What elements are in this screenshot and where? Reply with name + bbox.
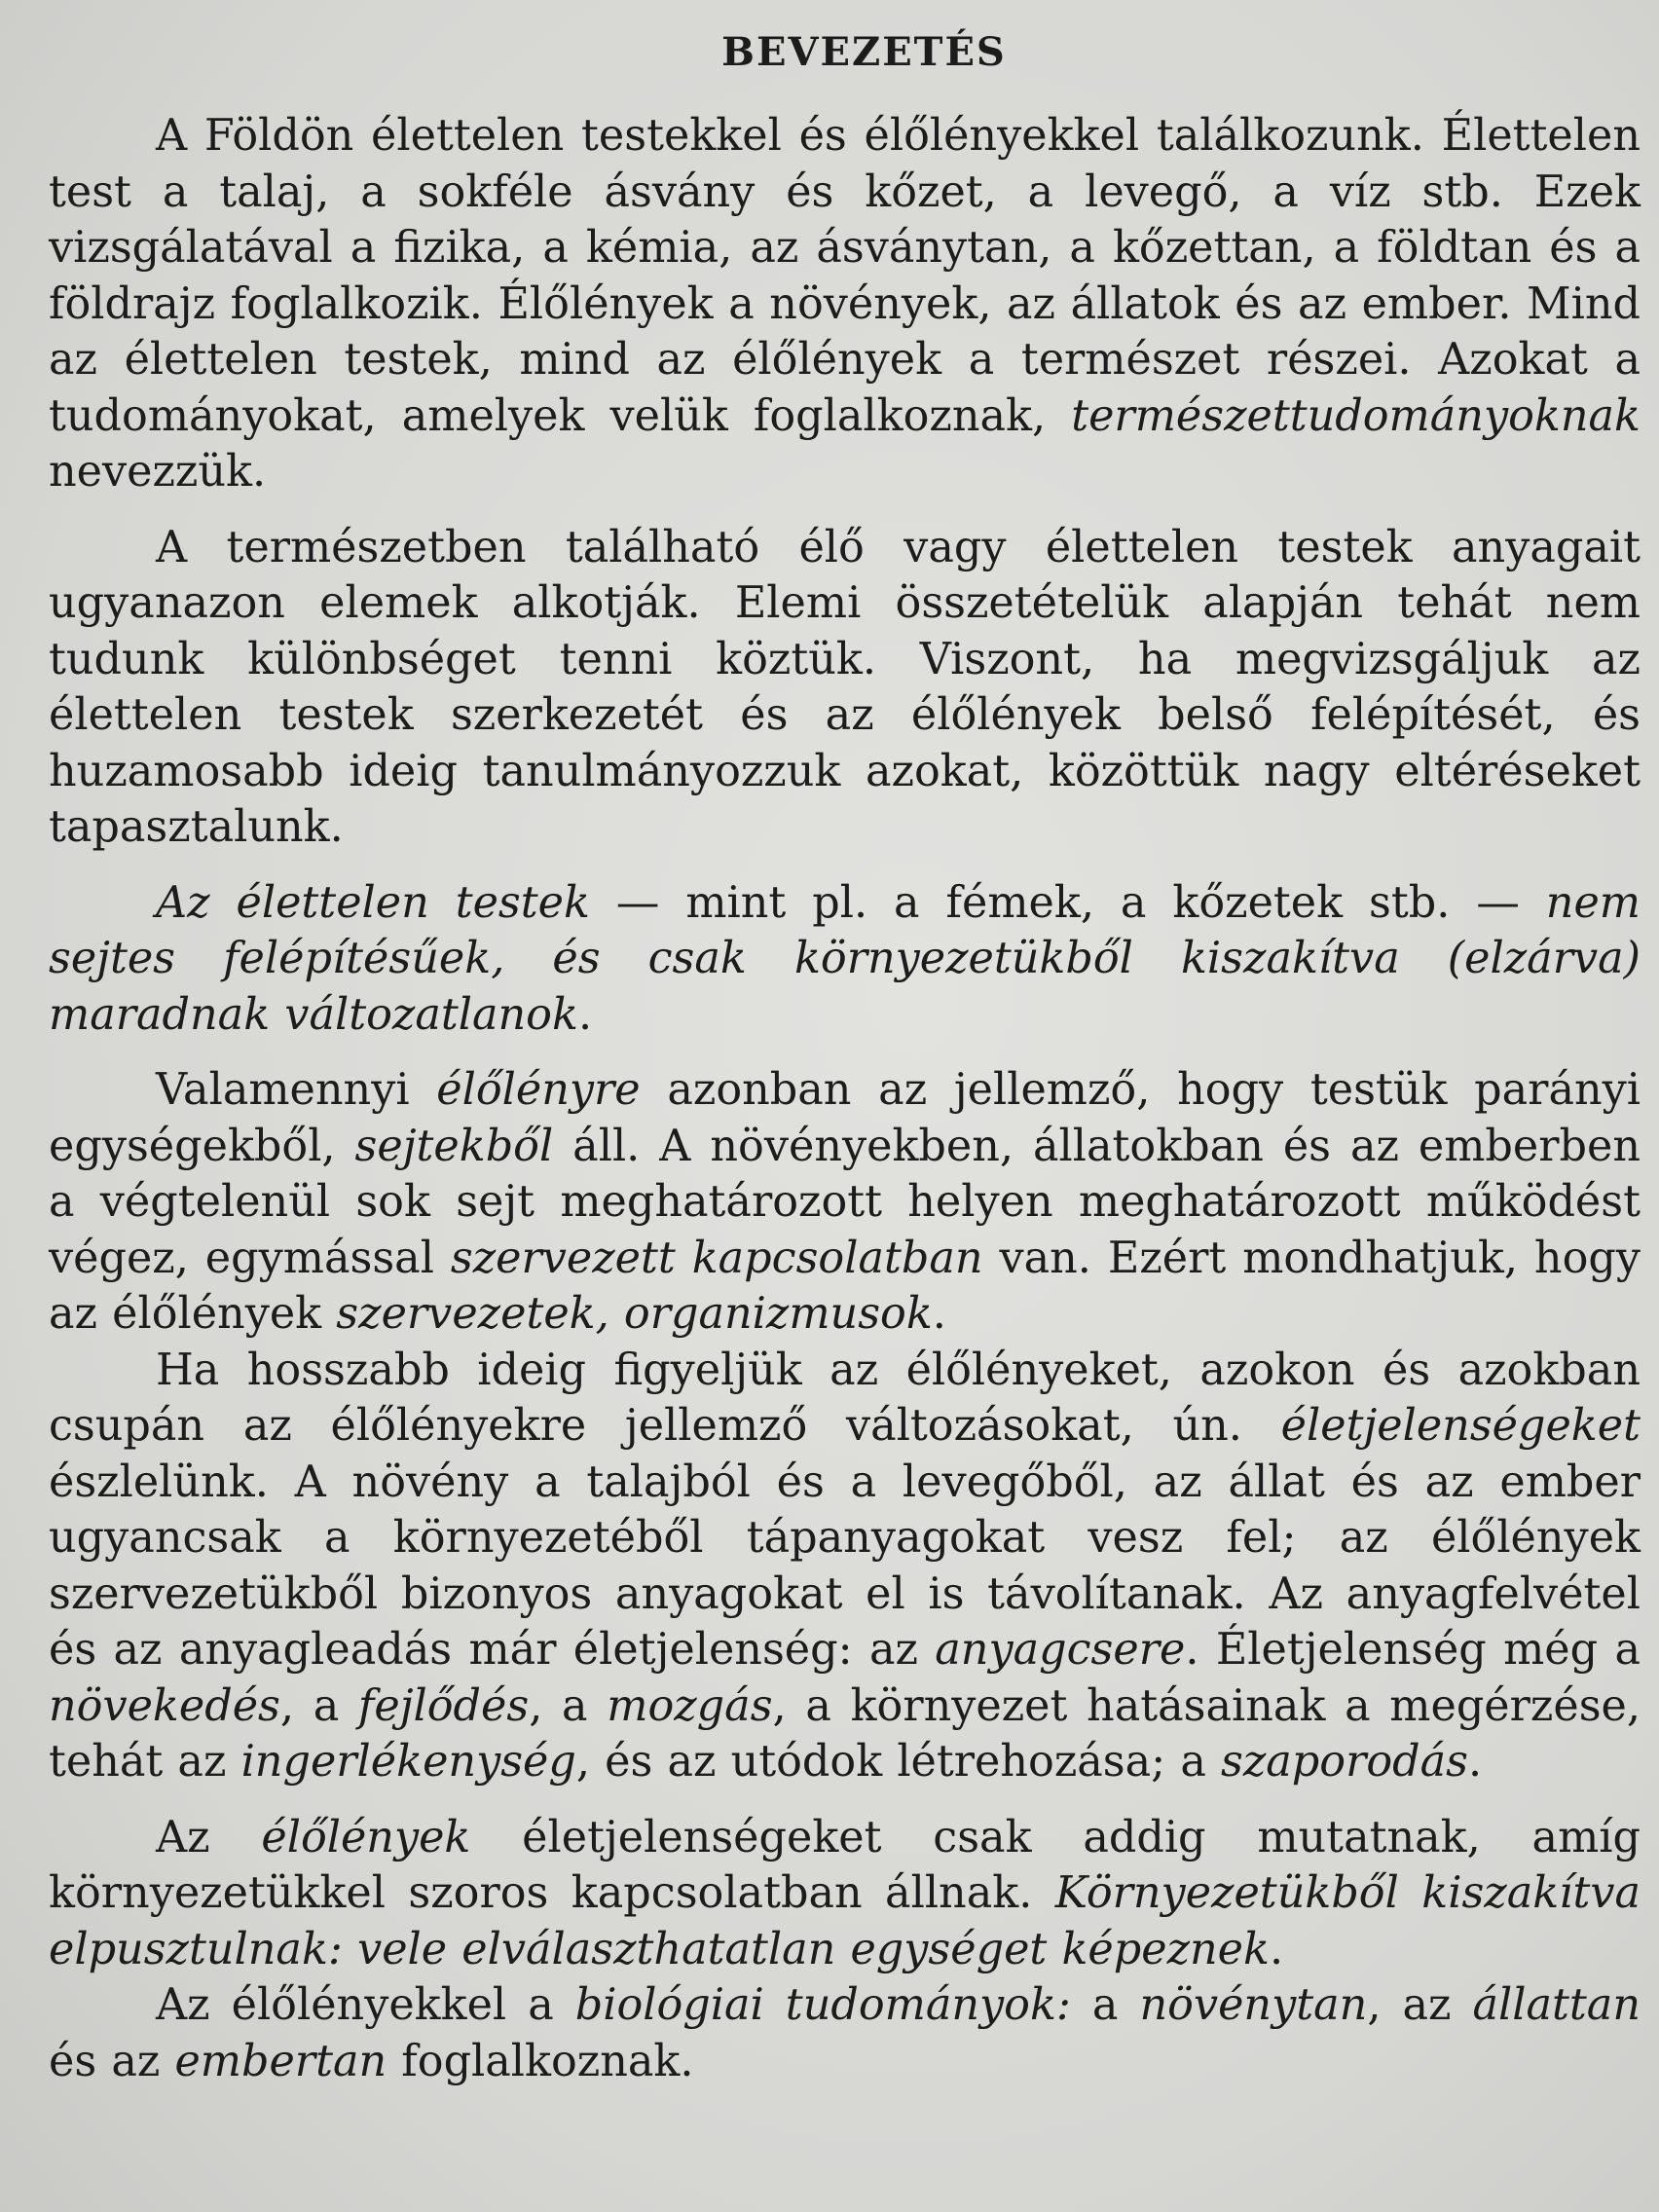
- italic-text: szervezett kapcsolatban: [450, 1233, 983, 1283]
- body-text: [49, 108, 1641, 2089]
- text-run: nevezzük.: [49, 447, 267, 497]
- italic-text: növénytan: [1139, 1980, 1368, 2030]
- italic-text: sejtekből: [354, 1121, 554, 1171]
- italic-text: fejlődés: [357, 1680, 530, 1731]
- text-run: áll. A növényekben, állatokban és az emberben a végtelenül sok sejt meghatározott helyen meghatározott működést végez, egymással: [49, 1121, 1641, 1283]
- italic-text: növekedés: [49, 1680, 280, 1731]
- italic-text: élőlények: [261, 1812, 471, 1862]
- text-run: Ha hosszabb ideig figyeljük az élőlényeket, azokon és azokban csupán az élőlényekre jellemző változásokat, ún.: [49, 1345, 1641, 1451]
- italic-text: embertan: [174, 2036, 387, 2086]
- text-run: Az élőlényekkel a: [156, 1980, 575, 2030]
- text-run: életjelenségeket csak addig mutatnak, amíg környezetükkel szoros kapcsolatban állnak.: [49, 1812, 1641, 1918]
- italic-text: szervezetek, organizmusok: [336, 1289, 933, 1339]
- paragraph: [49, 1062, 1641, 1343]
- text-run: , és az utódok létrehozása; a: [575, 1737, 1221, 1787]
- italic-text: biológiai tudományok:: [574, 1980, 1071, 2030]
- paragraph: [49, 1343, 1641, 1790]
- paragraph: [49, 108, 1641, 500]
- text-run: A természetben található élő vagy élettelen testek anyagait ugyanazon elemek alkotják. Elemi összetételük alapján tehát nem tudunk különbséget tenni köztük. Viszont, ha megvizsgáljuk az élettelen testek szerkezetét és az élőlények belső felépítését, és huzamosabb ideig tanulmányozzuk azokat, közöttük nagy eltéréseket tapasztalunk.: [49, 522, 1641, 852]
- italic-text: szaporodás: [1221, 1737, 1469, 1787]
- text-run: Az: [156, 1812, 262, 1862]
- text-run: észlelünk. A növény a talajból és a levegőből, az állat és az ember ugyancsak a környezetéből tápanyagokat vesz fel; az élőlények szervezetükből bizonyos anyagokat el is távolítanak. Az anyagfelvétel és az anyagleadás már életjelenség: az: [49, 1456, 1641, 1675]
- paragraph: [49, 1977, 1641, 2089]
- italic-text: mozgás: [607, 1680, 773, 1731]
- text-run: , a: [529, 1680, 608, 1731]
- text-run: A Földön élettelen testekkel és élőlényekkel találkozunk. Élettelen test a talaj, a sokféle ásvány és kőzet, a levegő, a víz stb. Ezek vizsgálatával a fizika, a kémia, az ásványtan, a kőzettan, a földtan és a földrajz foglalkozik. Élőlények a növények, az állatok és az ember. Mind az élettelen testek, mind az élőlények a természet részei. Azokat a tudományokat, amelyek velük foglalkoznak,: [49, 111, 1641, 441]
- text-run: .: [1468, 1737, 1483, 1787]
- paragraph: [49, 520, 1641, 856]
- text-block: [49, 29, 1641, 2109]
- italic-text: állattan: [1472, 1980, 1641, 2030]
- italic-text: életjelenségeket: [1280, 1401, 1641, 1451]
- text-run: azonban az jellemző, hogy testük parányi egységekből,: [49, 1065, 1641, 1171]
- text-run: a: [1070, 1980, 1140, 2030]
- text-run: . Életjelenség még a: [1185, 1625, 1641, 1675]
- italic-text: nem sejtes felépítésűek, és csak környezetükből kiszakítva (elzárva) maradnak változatlanok: [49, 877, 1641, 1040]
- text-run: , az: [1367, 1980, 1473, 2030]
- paragraph: [49, 1810, 1641, 1978]
- text-run: , a környezet hatásainak a megérzése, tehát az: [49, 1680, 1641, 1787]
- paragraph: [49, 875, 1641, 1044]
- italic-text: Környezetükből kiszakítva elpusztulnak: vele elválaszthatatlan egységet képeznek: [49, 1868, 1641, 1974]
- italic-text: ingerlékenység: [240, 1737, 576, 1787]
- text-run: foglalkoznak.: [387, 2036, 694, 2086]
- page-title: BEVEZETÉS: [721, 29, 1007, 75]
- italic-text: Az élettelen testek: [156, 877, 590, 928]
- italic-text: természettudományoknak: [1071, 390, 1641, 441]
- text-run: van. Ezért mondhatjuk, hogy az élőlények: [49, 1233, 1641, 1339]
- text-run: .: [1269, 1924, 1284, 1974]
- text-run: Valamennyi: [156, 1065, 437, 1115]
- text-run: .: [932, 1289, 946, 1339]
- italic-text: anyagcsere: [935, 1625, 1186, 1675]
- text-run: — mint pl. a fémek, a kőzetek stb. —: [589, 877, 1546, 928]
- text-run: .: [577, 989, 593, 1040]
- italic-text: élőlényre: [436, 1065, 641, 1115]
- text-run: , a: [279, 1680, 358, 1731]
- text-run: és az: [49, 2036, 175, 2086]
